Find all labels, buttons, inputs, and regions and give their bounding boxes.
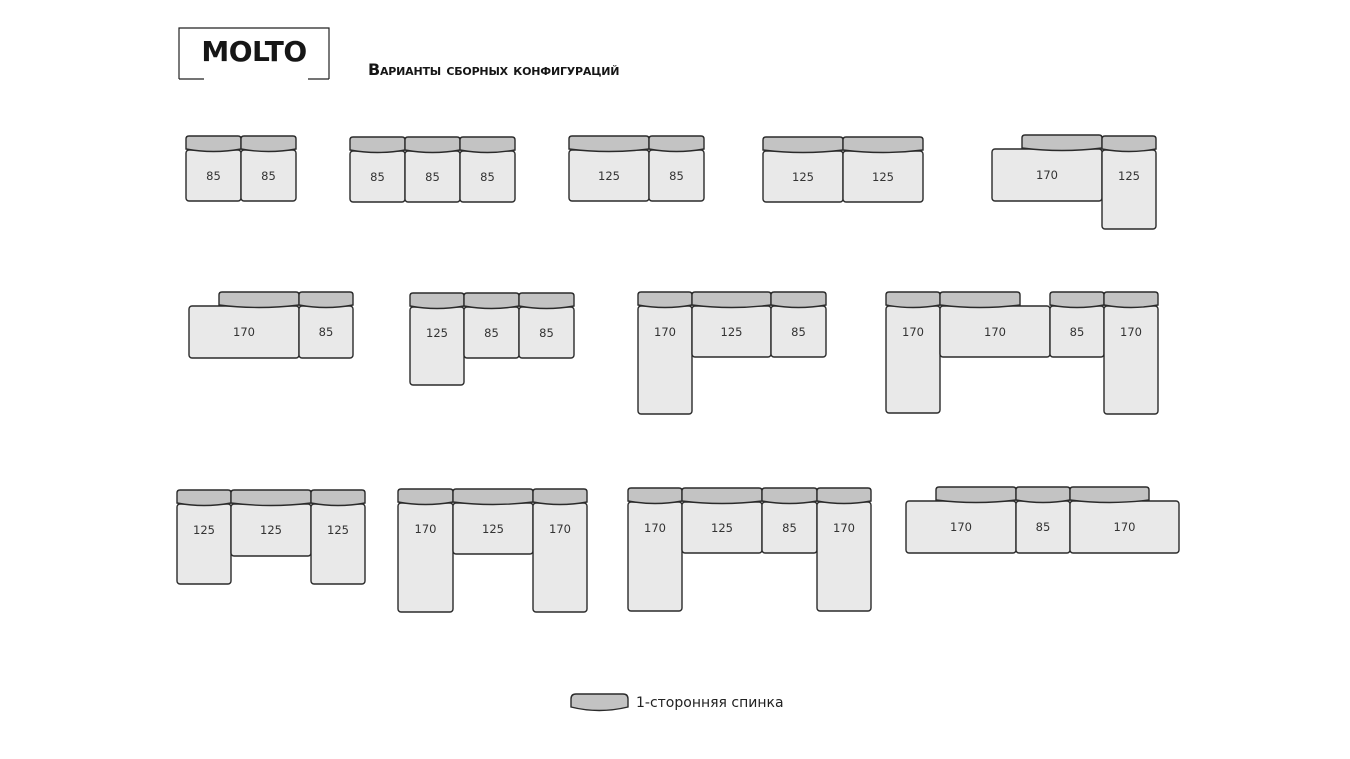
back-cushion [628,488,682,504]
module-width-label: 85 [669,169,684,183]
module [241,136,296,201]
back-cushion [177,490,231,506]
back-cushion [186,136,241,152]
seat-cushion [533,503,587,612]
module-width-label: 170 [644,521,666,535]
module [533,489,587,612]
module [762,488,817,553]
module-width-label: 125 [720,325,743,339]
module-width-label: 125 [872,170,894,184]
back-cushion [692,292,771,308]
module-width-label: 170 [1113,520,1136,534]
module [1050,292,1104,357]
module-width-label: 85 [480,170,495,184]
logo-text: MOLTO [201,35,307,68]
module [398,489,453,612]
configuration-4 [763,137,923,202]
configuration-2 [350,137,515,202]
module-width-label: 85 [539,326,554,340]
configuration-9 [886,292,1158,414]
back-cushion [350,137,405,153]
module [1016,487,1070,553]
seat-cushion [398,503,453,612]
seat-cushion [311,504,365,584]
module [186,136,241,201]
back-cushion [410,293,464,309]
module [763,137,843,202]
module-width-label: 85 [425,170,440,184]
back-cushion [763,137,843,153]
back-cushion [1050,292,1104,308]
back-cushion [464,293,519,309]
module-width-label: 125 [598,169,620,183]
module [350,137,405,202]
back-cushion [936,487,1016,503]
module-width-label: 170 [654,325,676,339]
legend-back-swatch [571,694,628,711]
module-width-label: 170 [1120,325,1142,339]
seat-cushion [817,502,871,611]
module [906,487,1016,553]
page-title: Варианты сборных конфигураций [368,60,620,79]
module-width-label: 85 [484,326,499,340]
back-cushion [1102,136,1156,152]
back-cushion [533,489,587,505]
module-width-label: 125 [426,326,448,340]
module [453,489,533,554]
module [692,292,771,357]
seat-cushion [1102,150,1156,229]
back-cushion [569,136,649,152]
back-cushion [682,488,762,504]
back-cushion [638,292,692,308]
seat-cushion [886,306,940,413]
module-width-label: 170 [233,325,255,339]
module-width-label: 170 [833,521,855,535]
seat-cushion [410,307,464,385]
back-cushion [231,490,311,506]
configuration-13 [906,487,1179,553]
back-cushion [453,489,533,505]
module-width-label: 125 [792,170,814,184]
module-width-label: 85 [370,170,385,184]
seat-cushion [628,502,682,611]
back-cushion [886,292,940,308]
module-width-label: 125 [711,521,733,535]
configuration-12 [628,488,871,611]
configuration-3 [569,136,704,201]
module [410,293,464,385]
legend [571,694,784,711]
module-width-label: 85 [1035,520,1051,534]
module [231,490,311,556]
module-width-label: 170 [950,520,972,534]
back-cushion [762,488,817,504]
module-width-label: 125 [1118,169,1140,183]
configuration-8 [638,292,826,414]
module [189,292,299,358]
module-width-label: 85 [318,325,334,339]
module-width-label: 85 [782,521,797,535]
module [940,292,1050,357]
back-cushion [405,137,460,153]
module [771,292,826,357]
legend-label: 1-сторонняя спинка [636,695,784,711]
module [569,136,649,201]
back-cushion [771,292,826,308]
seat-cushion [177,504,231,584]
back-cushion [1104,292,1158,308]
configuration-5 [992,135,1156,229]
module-width-label: 170 [902,325,924,339]
module [299,292,353,358]
configuration-10 [177,490,365,584]
module-width-label: 125 [327,523,349,537]
module [405,137,460,202]
configuration-11 [398,489,587,612]
back-cushion [1070,487,1149,503]
module [460,137,515,202]
back-cushion [817,488,871,504]
module [519,293,574,358]
configuration-6 [189,292,353,358]
configuration-7 [410,293,574,385]
module [177,490,231,584]
back-cushion [1016,487,1070,503]
back-cushion [311,490,365,506]
back-cushion [398,489,453,505]
module-width-label: 170 [549,522,571,536]
module-width-label: 125 [482,522,504,536]
module-width-label: 125 [193,523,215,537]
module [682,488,762,553]
back-cushion [519,293,574,309]
module-width-label: 85 [791,325,806,339]
module [649,136,704,201]
module-width-label: 85 [261,169,276,183]
back-cushion [219,292,299,308]
module [843,137,923,202]
module [1102,136,1156,229]
module [638,292,692,414]
configuration-1 [186,136,296,201]
module [1104,292,1158,414]
module [311,490,365,584]
module [817,488,871,611]
module [1070,487,1179,553]
back-cushion [843,137,923,153]
seat-cushion [638,306,692,414]
module-width-label: 125 [260,523,282,537]
module [628,488,682,611]
module-width-label: 85 [206,169,221,183]
module-width-label: 170 [414,522,437,536]
back-cushion [649,136,704,152]
seat-cushion [1104,306,1158,414]
module [464,293,519,358]
module [886,292,940,413]
back-cushion [460,137,515,153]
module-width-label: 170 [984,325,1006,339]
back-cushion [1022,135,1102,151]
module [992,135,1102,201]
back-cushion [299,292,353,308]
back-cushion [241,136,296,152]
module-width-label: 85 [1069,325,1085,339]
back-cushion [940,292,1020,308]
module-width-label: 170 [1036,168,1058,182]
